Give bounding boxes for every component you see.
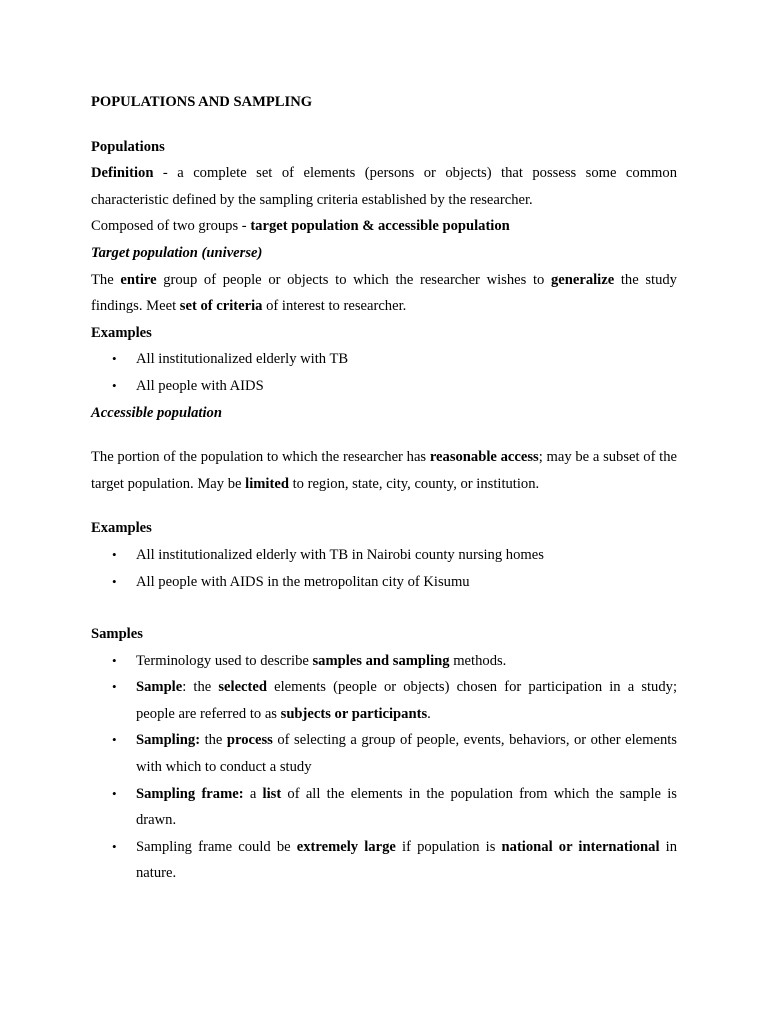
list-item	[91, 542, 677, 569]
bold-run: limited	[245, 475, 289, 492]
bold-run: list	[262, 785, 282, 802]
bullet-icon: •	[112, 573, 117, 589]
bold-run: set of criteria	[179, 298, 263, 315]
text-run: Terminology used to describe	[136, 652, 313, 669]
bold-run: entire	[120, 271, 157, 288]
text-run: of selecting a group of people, events, behaviors, or other elements with which to conduct a study	[136, 732, 677, 776]
bold-run: samples and sampling	[312, 652, 450, 669]
text-run: to region, state, city, county, or institution.	[288, 475, 540, 492]
bold-run: extremely large	[296, 838, 396, 855]
document-content	[91, 89, 677, 887]
bold-run: process	[226, 732, 273, 749]
text-run: of interest to researcher.	[262, 298, 407, 315]
text-run: The	[91, 271, 121, 288]
list-item-text: All people with AIDS	[136, 377, 264, 394]
list-item	[91, 373, 677, 400]
bold-run: generalize	[550, 271, 615, 288]
text-run: a	[243, 785, 263, 802]
text-run: in nature.	[136, 838, 678, 882]
accessible-examples-list	[91, 542, 677, 595]
bullet-icon: •	[112, 679, 117, 695]
bullet-icon: •	[112, 838, 117, 854]
text-run: of all the elements in the population from which the sample is drawn.	[136, 785, 677, 829]
text-run: methods.	[449, 652, 507, 669]
target-population-paragraph	[91, 267, 677, 320]
bold-run: subjects or participants	[280, 705, 428, 722]
bullet-icon: •	[112, 546, 117, 562]
text-run: elements (people or objects) chosen for participation in a study; people are referred to as	[136, 679, 677, 722]
composed-line	[91, 213, 677, 240]
list-item-text: All institutionalized elderly with TB in Nairobi county nursing homes	[136, 546, 544, 563]
bullet-icon: •	[112, 377, 117, 393]
bullet-icon: •	[112, 652, 117, 668]
text-run: The portion of the population to which the researcher has	[91, 449, 430, 466]
accessible-examples-heading: Examples	[91, 520, 152, 537]
definition-text: - a complete set of elements (persons or objects) that possess some common characteristic defined by the sampling criteria established by the researcher.	[91, 165, 677, 208]
list-item	[91, 346, 677, 373]
bullet-icon: •	[112, 351, 117, 367]
bold-run: Sample	[136, 679, 183, 696]
text-run: .	[427, 705, 431, 722]
text-run: : the	[182, 679, 219, 696]
bullet-icon: •	[112, 785, 117, 801]
target-population-heading: Target population (universe)	[91, 244, 263, 261]
text-run: the	[200, 732, 227, 749]
bold-run: selected	[218, 679, 267, 696]
populations-heading: Populations	[91, 138, 165, 155]
samples-list	[91, 648, 677, 887]
text-run: group of people or objects to which the researcher wishes to	[156, 271, 551, 288]
text-run: ; may be a subset of the target population. May be	[91, 449, 678, 492]
bold-run: reasonable access	[429, 449, 539, 466]
definition-term: Definition	[91, 165, 154, 182]
list-item-text: All institutionalized elderly with TB	[136, 351, 349, 368]
text-run: if population is	[395, 838, 502, 855]
bold-run: Sampling:	[136, 732, 201, 749]
composed-bold: target population & accessible population	[250, 218, 510, 235]
list-item	[91, 648, 677, 675]
bold-run: national or international	[501, 838, 660, 855]
text-run: Sampling frame could be	[136, 838, 297, 855]
list-item	[91, 834, 677, 887]
list-item	[91, 727, 677, 780]
accessible-population-paragraph	[91, 444, 677, 497]
list-item	[91, 569, 677, 596]
target-examples-heading: Examples	[91, 324, 152, 341]
samples-heading: Samples	[91, 626, 143, 643]
bullet-icon: •	[112, 732, 117, 748]
list-item-text: All people with AIDS in the metropolitan city of Kisumu	[136, 573, 470, 590]
document-title: POPULATIONS AND SAMPLING	[91, 94, 313, 110]
composed-prefix: Composed of two groups -	[91, 218, 251, 235]
target-examples-list	[91, 346, 677, 399]
definition-paragraph	[91, 160, 677, 213]
list-item	[91, 781, 677, 834]
list-item	[91, 674, 677, 727]
text-run: the study findings. Meet	[91, 271, 677, 315]
bold-run: Sampling frame:	[136, 785, 244, 802]
accessible-population-heading: Accessible population	[91, 404, 222, 421]
